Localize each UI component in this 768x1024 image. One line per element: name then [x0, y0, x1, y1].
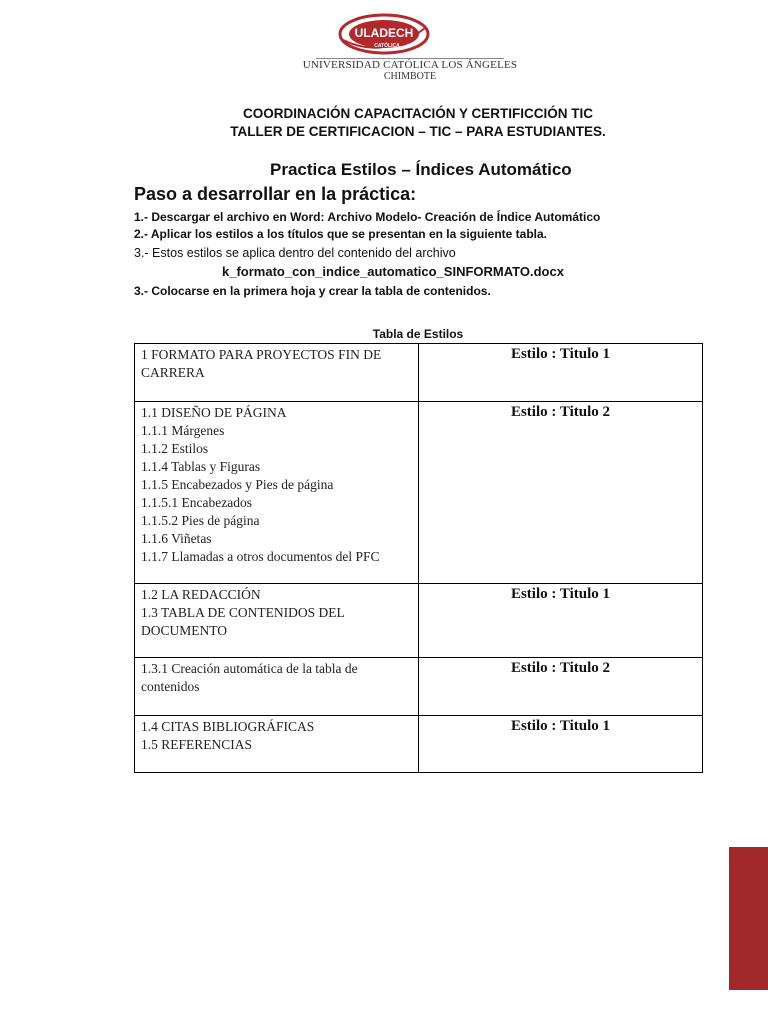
step-3: 3.- Estos estilos se aplica dentro del contenido del archivo	[134, 246, 456, 260]
section-subtitle: Paso a desarrollar en la práctica:	[134, 184, 417, 204]
table-cell-titles	[135, 584, 419, 658]
table-cell-titles	[135, 716, 419, 773]
step-1: 1.- Descargar el archivo en Word: Archivo Modelo- Creación de Índice Automático	[134, 210, 601, 224]
table-cell-titles	[135, 402, 419, 584]
table-line: 1.5 REFERENCIAS	[141, 737, 253, 752]
logo-text: ULADECH	[354, 26, 414, 40]
logo-emblem	[329, 10, 439, 58]
table-line: 1.1.6 Viñetas	[141, 531, 212, 546]
step-4: 3.- Colocarse en la primera hoja y crear la tabla de contenidos.	[134, 284, 491, 298]
table-cell-style: Estilo : Titulo 2	[419, 658, 703, 716]
table-cell-titles	[135, 658, 419, 716]
table-cell-style: Estilo : Titulo 2	[419, 402, 703, 584]
table-row	[135, 658, 703, 716]
header-line-2: TALLER DE CERTIFICACION – TIC – PARA ESTUDIANTES.	[230, 124, 606, 139]
step-2: 2.- Aplicar los estilos a los títulos que se presentan en la siguiente tabla.	[134, 227, 548, 241]
table-row	[135, 584, 703, 658]
table-cell-style: Estilo : Titulo 1	[419, 584, 703, 658]
logo-subtext: CATÓLICA	[374, 43, 400, 49]
table-line: 1.2 LA REDACCIÓN	[141, 587, 261, 602]
table-line: contenidos	[141, 679, 200, 694]
table-line: 1.1.1 Márgenes	[141, 423, 225, 438]
table-line: 1.3.1 Creación automática de la tabla de	[141, 661, 358, 676]
step-3-filename: k_formato_con_indice_automatico_SINFORMATO.docx	[222, 264, 564, 279]
table-line: 1.1.5.1 Encabezados	[141, 495, 252, 510]
page-title: Practica Estilos – Índices Automático	[270, 160, 572, 179]
table-cell-titles	[135, 344, 419, 402]
table-line: 1.1 DISEÑO DE PÁGINA	[141, 405, 287, 420]
table-line: DOCUMENTO	[141, 623, 228, 638]
table-line: 1.1.7 Llamadas a otros documentos del PFC	[141, 549, 380, 564]
table-caption: Tabla de Estilos	[372, 327, 464, 341]
table-line: 1.1.2 Estilos	[141, 441, 209, 456]
table-row	[135, 344, 703, 402]
table-row	[135, 716, 703, 773]
table-line: 1.1.4 Tablas y Figuras	[141, 459, 261, 474]
uladech-logo	[0, 10, 768, 58]
side-bookmark-bar	[729, 847, 768, 990]
header-line-1: COORDINACIÓN CAPACITACIÓN Y CERTIFICCIÓN TIC	[242, 106, 593, 121]
table-cell-style: Estilo : Titulo 1	[419, 344, 703, 402]
table-line: 1.4 CITAS BIBLIOGRÁFICAS	[141, 719, 315, 734]
table-line: 1.3 TABLA DE CONTENIDOS DEL	[141, 605, 345, 620]
table-line: 1 FORMATO PARA PROYECTOS FIN DE	[141, 347, 382, 362]
university-city: CHIMBOTE	[383, 71, 437, 82]
table-cell-style: Estilo : Titulo 1	[419, 716, 703, 773]
table-line: CARRERA	[141, 365, 205, 380]
styles-table	[134, 343, 703, 773]
table-line: 1.1.5.2 Pies de página	[141, 513, 260, 528]
university-name: UNIVERSIDAD CATÓLICA LOS ÁNGELES	[302, 59, 518, 71]
table-row	[135, 402, 703, 584]
table-line: 1.1.5 Encabezados y Pies de página	[141, 477, 334, 492]
